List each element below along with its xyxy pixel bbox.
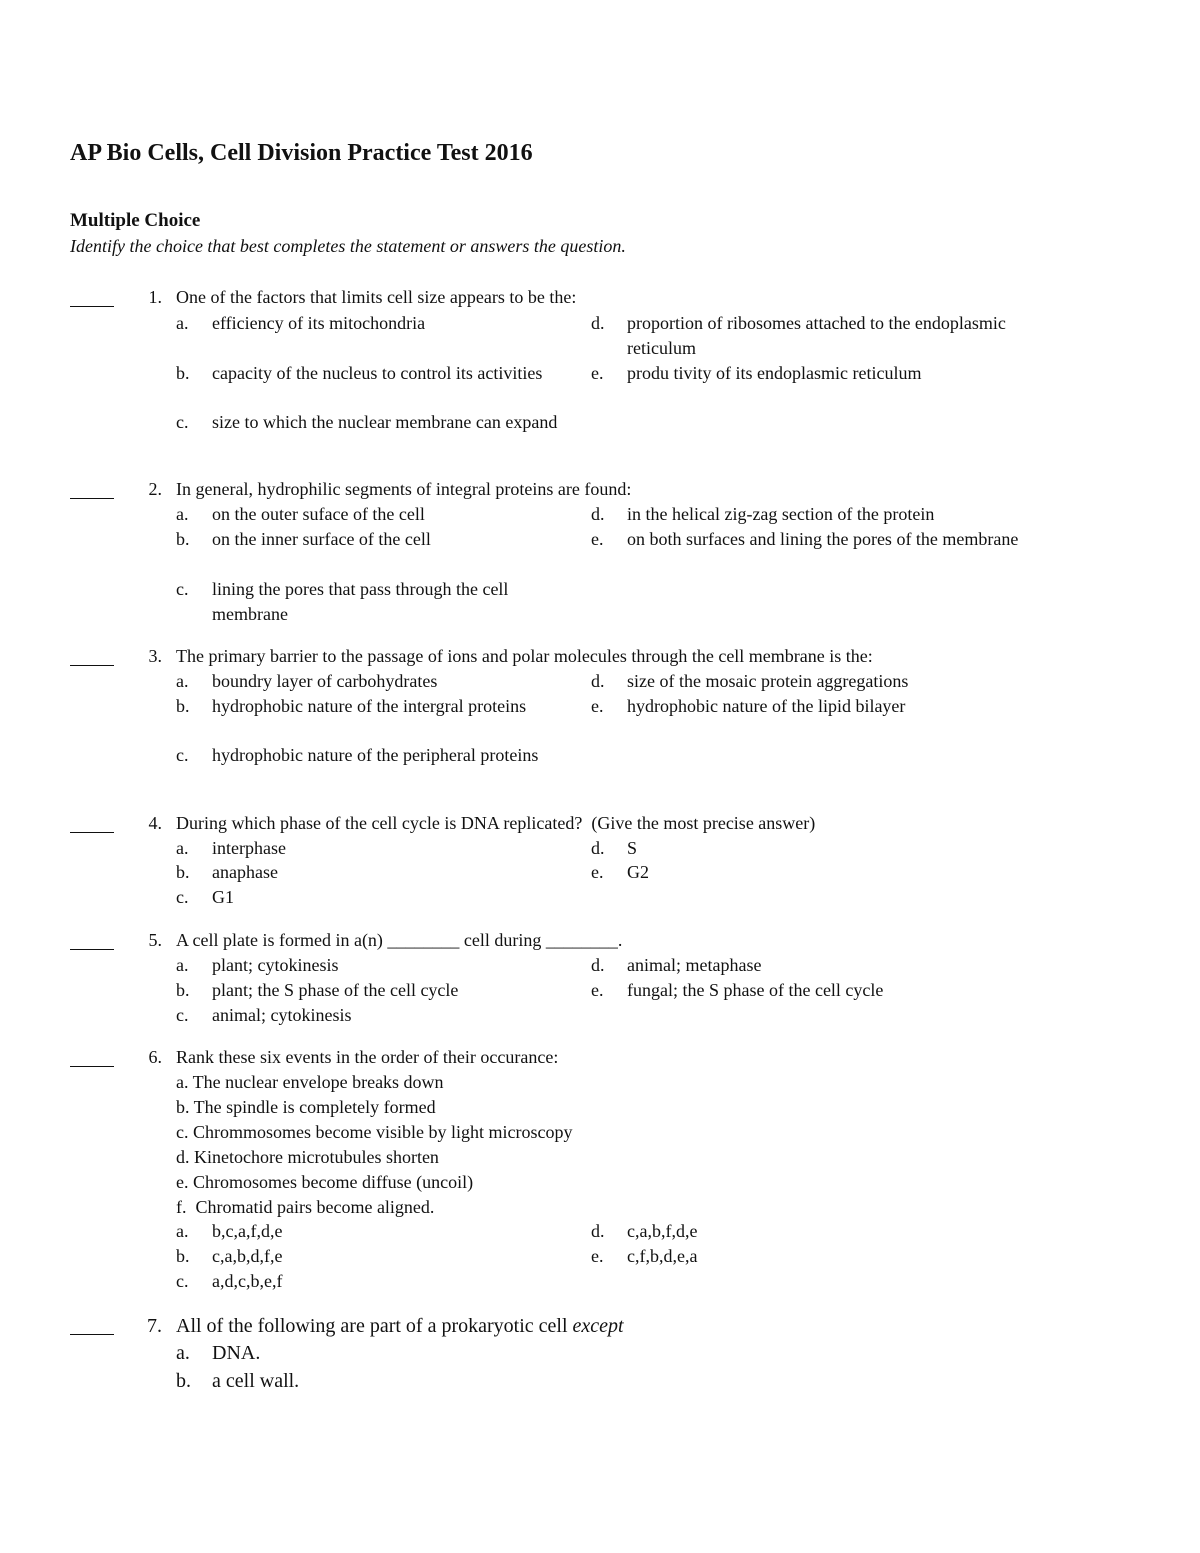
option-text: efficiency of its mitochondria — [212, 313, 426, 333]
option-letter: d. — [591, 671, 605, 691]
section-heading: Multiple Choice — [70, 210, 201, 231]
option-letter: c. — [176, 1271, 189, 1291]
question-text-main: All of the following are part of a prokaryotic cell — [176, 1315, 568, 1337]
option-letter: d. — [591, 1221, 605, 1241]
option-text: lining the pores that pass through the cell membrane — [212, 579, 509, 624]
option-letter: a. — [176, 838, 189, 858]
question-text: A cell plate is formed in a(n) ________ cell during ________. — [176, 930, 623, 950]
option-letter: a. — [176, 955, 189, 975]
option-letter: a. — [176, 313, 189, 333]
option-text: boundry layer of carbohydrates — [212, 671, 438, 691]
question-text: During which phase of the cell cycle is DNA replicated? (Give the most precise answer) — [176, 813, 816, 833]
option-text: animal; cytokinesis — [212, 1005, 352, 1025]
answer-blank[interactable] — [70, 1317, 114, 1335]
question-number: 6. — [148, 1047, 162, 1067]
page-title: AP Bio Cells, Cell Division Practice Test 2016 — [70, 140, 533, 166]
event-item: f. Chromatid pairs become aligned. — [176, 1197, 435, 1217]
option-letter: b. — [176, 1246, 190, 1266]
option-text: in the helical zig-zag section of the protein — [627, 504, 935, 524]
event-item: e. Chromosomes become diffuse (uncoil) — [176, 1172, 474, 1192]
question-number: 4. — [148, 813, 162, 833]
option-letter: d. — [591, 955, 605, 975]
option-text: hydrophobic nature of the intergral proteins — [212, 696, 527, 716]
option-letter: c. — [176, 412, 189, 432]
option-letter: e. — [591, 980, 604, 1000]
question-text — [176, 1313, 1056, 1340]
answer-blank[interactable] — [70, 481, 114, 499]
event-item: b. The spindle is completely formed — [176, 1097, 436, 1117]
question-text: Rank these six events in the order of their occurance: — [176, 1047, 559, 1067]
option-letter: b. — [176, 363, 190, 383]
option-letter: b. — [176, 696, 190, 716]
option-letter: b. — [176, 1370, 191, 1392]
event-item: d. Kinetochore microtubules shorten — [176, 1147, 439, 1167]
option-text: a cell wall. — [212, 1370, 300, 1392]
option-text: c,a,b,f,d,e — [627, 1221, 698, 1241]
question-text: One of the factors that limits cell size appears to be the: — [176, 287, 577, 307]
option-letter: d. — [591, 504, 605, 524]
event-item: a. The nuclear envelope breaks down — [176, 1072, 444, 1092]
question-text-emphasis: except — [572, 1315, 624, 1337]
option-letter: c. — [176, 745, 189, 765]
answer-blank[interactable] — [70, 648, 114, 666]
option-letter: a. — [176, 1342, 190, 1364]
option-text: proportion of ribosomes attached to the endoplasmic reticulum — [627, 313, 1006, 358]
option-letter: e. — [591, 1246, 604, 1266]
option-text: b,c,a,f,d,e — [212, 1221, 283, 1241]
option-text: size of the mosaic protein aggregations — [627, 671, 909, 691]
option-text: fungal; the S phase of the cell cycle — [627, 980, 884, 1000]
question-number: 7. — [147, 1315, 162, 1337]
option-letter: a. — [176, 504, 189, 524]
option-text: on the inner surface of the cell — [212, 529, 431, 549]
option-letter: b. — [176, 862, 190, 882]
option-text: a,d,c,b,e,f — [212, 1271, 283, 1291]
question-number: 1. — [148, 287, 162, 307]
answer-blank[interactable] — [70, 1049, 114, 1067]
option-text: hydrophobic nature of the lipid bilayer — [627, 696, 906, 716]
option-text: G2 — [627, 862, 649, 882]
option-letter: e. — [591, 529, 604, 549]
option-text: DNA. — [212, 1342, 261, 1364]
answer-blank[interactable] — [70, 289, 114, 307]
question-number: 3. — [148, 646, 162, 666]
option-letter: e. — [591, 363, 604, 383]
option-text: c,a,b,d,f,e — [212, 1246, 283, 1266]
option-letter: e. — [591, 862, 604, 882]
option-letter: c. — [176, 887, 189, 907]
option-letter: e. — [591, 696, 604, 716]
question-number: 2. — [148, 479, 162, 499]
option-text: animal; metaphase — [627, 955, 762, 975]
answer-blank[interactable] — [70, 815, 114, 833]
option-text: produ tivity of its endoplasmic reticulum — [627, 363, 922, 383]
option-text: interphase — [212, 838, 286, 858]
option-letter: c. — [176, 579, 189, 599]
option-text: on both surfaces and lining the pores of the membrane — [627, 529, 1019, 549]
option-letter: c. — [176, 1005, 189, 1025]
option-text: size to which the nuclear membrane can expand — [212, 412, 558, 432]
option-text: G1 — [212, 887, 234, 907]
option-letter: b. — [176, 529, 190, 549]
option-text: c,f,b,d,e,a — [627, 1246, 698, 1266]
option-text: capacity of the nucleus to control its activities — [212, 363, 543, 383]
option-letter: a. — [176, 1221, 189, 1241]
option-letter: d. — [591, 313, 605, 333]
question-text: The primary barrier to the passage of ions and polar molecules through the cell membrane is the: — [176, 646, 873, 666]
option-text: plant; the S phase of the cell cycle — [212, 980, 459, 1000]
option-text: plant; cytokinesis — [212, 955, 339, 975]
answer-blank[interactable] — [70, 932, 114, 950]
question-number: 5. — [148, 930, 162, 950]
option-text: anaphase — [212, 862, 278, 882]
event-item: c. Chrommosomes become visible by light microscopy — [176, 1122, 573, 1142]
question-text: In general, hydrophilic segments of integral proteins are found: — [176, 479, 632, 499]
option-text: on the outer suface of the cell — [212, 504, 425, 524]
option-text: S — [627, 838, 638, 858]
option-letter: d. — [591, 838, 605, 858]
option-letter: a. — [176, 671, 189, 691]
option-letter: b. — [176, 980, 190, 1000]
instructions: Identify the choice that best completes the statement or answers the question. — [70, 236, 626, 256]
option-text: hydrophobic nature of the peripheral proteins — [212, 745, 539, 765]
